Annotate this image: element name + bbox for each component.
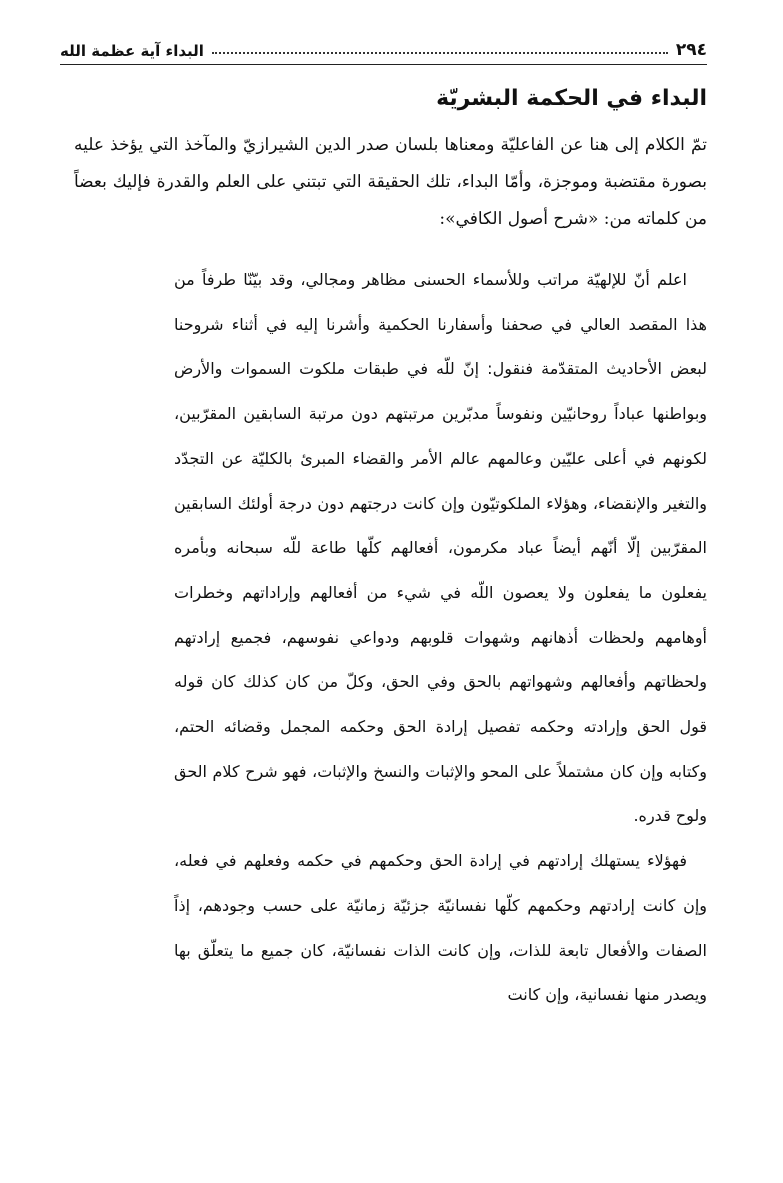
running-header <box>60 34 707 65</box>
quote-paragraph-2: فهؤلاء يستهلك إرادتهم في إرادة الحق وحكمهم في حكمه وفعلهم في فعله، وإن كانت إرادتهم وحكمهم كلّها نفسانيّة جزئيّة زمانيّة على حسب وجودهم، إذاً الصفات والأفعال تابعة للذات، وإن كانت الذات نفسانيّة، كان جميع ما يتعلّق بها ويصدر منها نفسانية، وإن كانت <box>174 851 707 1005</box>
page-number: ٢٩٤ <box>675 40 707 60</box>
intro-paragraph: تمّ الكلام إلى هنا عن الفاعليّة ومعناها بلسان صدر الدين الشيرازيّ والمآخذ التي يؤخذ عليه بصورة مقتضبة وموجزة، وأمّا البداء، تلك الحقيقة التي تبتني على العلم والقدرة فإليك بعضاً من كلماته من: «شرح أصول الكافي»: <box>74 135 707 229</box>
book-title: البداء آية عظمة الله <box>60 42 204 60</box>
quoted-passage <box>174 258 707 1018</box>
quote-paragraph-1: اعلم أنّ للإلهيّة مراتب وللأسماء الحسنى مظاهر ومجالي، وقد بيّنّا طرفاً من هذا المقصد العالي في صحفنا وأسفارنا الحكمية وأشرنا إليه في أثناء شروحنا لبعض الأحاديث المتقدّمة فنقول: إنّ للّه في طبقات ملكوت السموات والأرض وبواطنها عباداً روحانيّين ونفوساً مدبّرين مرتبتهم دون مرتبة السابقين المقرّبين، لكونهم في أعلى عليّين وعالمهم عالم الأمر والقضاء المبرئ بالكليّة عن التجدّد والتغير والإنقضاء، وهؤلاء الملكوتيّون وإن كانت درجتهم دون درجة أولئك السابقين المقرّبين إلّا أنّهم أيضاً عباد مكرمون، أفعالهم كلّها طاعة للّه سبحانه وبأمره يفعلون ما يفعلون ولا يعصون اللّه في شيء من أفعالهم وإراداتهم وخطرات أوهامهم ولحظات أذهانهم وشهوات قلوبهم ودواعي نفوسهم، فجميع إرادتهم ولحظاتهم وأفعالهم وشهواتهم بالحق وفي الحق، وكلّ من كان كذلك كان قوله قول الحق وإرادته وحكمه تفصيل إرادة الحق وحكمه المجمل وقضائه الحتم، وكتابه وإن كان مشتملاً على المحو والإثبات والنسخ والإثبات، فهو شرح كلام الحق ولوح قدره. <box>174 270 707 826</box>
section-title: البداء في الحكمة البشريّة <box>436 86 707 111</box>
dotted-leader <box>212 52 668 54</box>
